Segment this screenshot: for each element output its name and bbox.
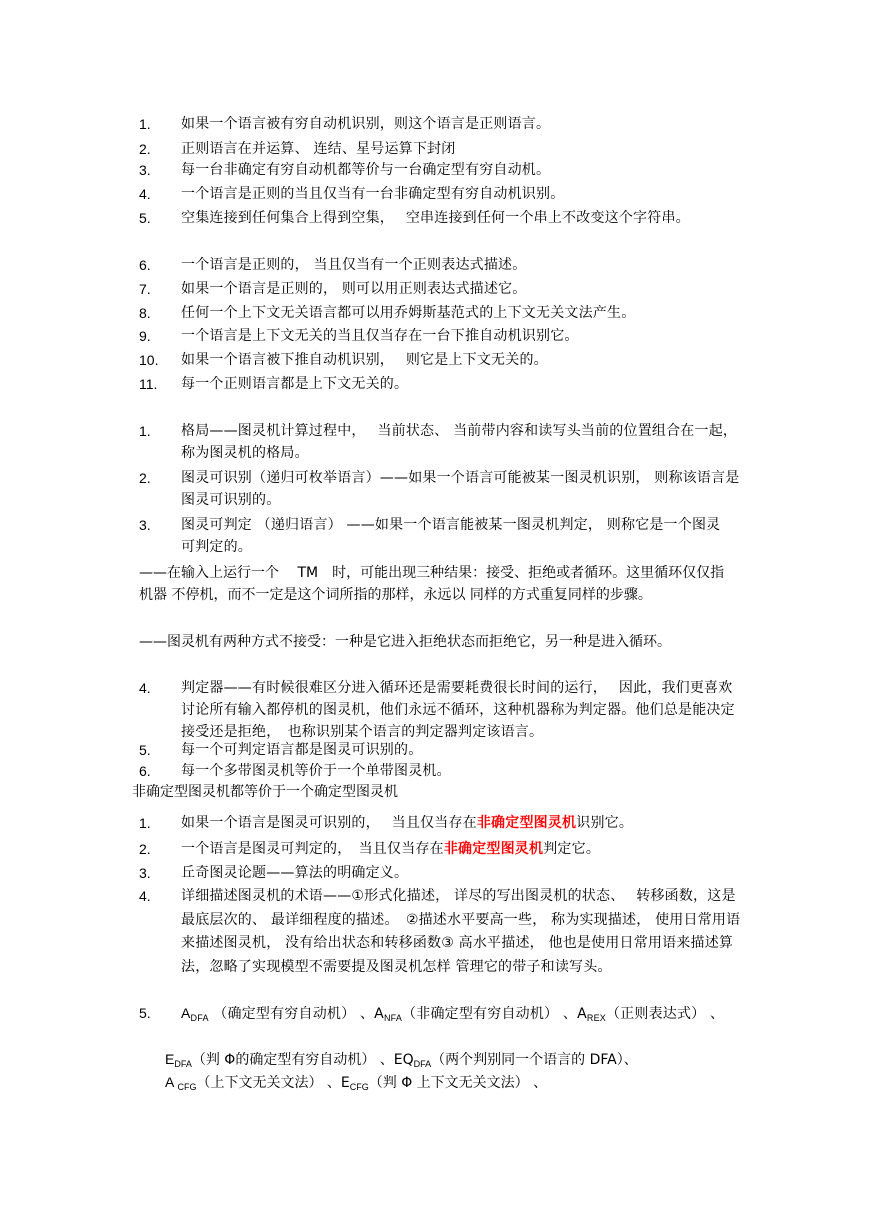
subscript: DFA: [190, 1013, 209, 1023]
text-run: （判 Φ 上下文无关文法） 、: [368, 1075, 548, 1091]
text-run: E: [165, 1051, 175, 1067]
subscript: REX: [586, 1013, 606, 1023]
list-text: 如果一个语言被下推自动机识别， 则它是上下文无关的。: [181, 352, 548, 368]
list-number: 2.: [139, 841, 151, 857]
list-text: 正则语言在并运算、 连结、星号运算下封闭: [181, 141, 456, 157]
list-text: 详细描述图灵机的术语——①形式化描述， 详尽的写出图灵机的状态、 转移函数，这是最底层次的、 最详细程度的描述。 ②描述水平要高一些， 称为实现描述， 使用日常用语来描述图灵机， 没有给出状态和转移函数③ 高水平描述， 他也是使用日常用语来描述算法，忽略了实现模型不需要提及图灵机怎样 管理它的带子和读写头。: [181, 888, 741, 975]
list-number: 11.: [139, 376, 158, 392]
list-text: 空集连接到任何集合上得到空集， 空串连接到任何一个串上不改变这个字符串。: [181, 210, 690, 226]
list-number: 1.: [139, 116, 151, 132]
list-number: 7.: [139, 281, 151, 297]
list-number: 1.: [139, 815, 151, 831]
text-run: （两个判别同一个语言的 DFA）、: [431, 1052, 638, 1068]
text-run: （确定型有穷自动机） 、A: [208, 1006, 384, 1022]
list-text: 一个语言是正则的， 当且仅当有一个正则表达式描述。: [181, 257, 527, 273]
list-continuation: [165, 1071, 725, 1098]
text-run: 判定它。: [543, 841, 601, 857]
list-text: 一个语言是上下文无关的当且仅当存在一台下推自动机识别它。: [181, 328, 579, 344]
text-run: A: [181, 1005, 191, 1021]
list-number: 4.: [139, 186, 151, 202]
subscript: DFA: [174, 1059, 192, 1069]
paragraph: 非确定型图灵机都等价于一个确定型图灵机: [132, 784, 398, 800]
list-text: 一个语言是正则的当且仅当有一台非确定型有穷自动机识别。: [181, 186, 565, 202]
list-number: 4.: [139, 888, 151, 904]
list-number: 9.: [139, 328, 151, 344]
subscript: CFG: [349, 1082, 369, 1092]
highlight-text: 非确定型图灵机: [476, 815, 577, 831]
list-number: 6.: [139, 257, 151, 273]
list-text: 任何一个上下文无关语言都可以用乔姆斯基范式的上下文无关文法产生。: [181, 305, 636, 321]
subscript: DFA: [413, 1059, 432, 1069]
list-text: [181, 838, 741, 860]
text-run: A: [165, 1074, 178, 1090]
subscript: NFA: [383, 1013, 403, 1023]
paragraph: ——在输入上运行一个 TM 时，可能出现三种结果：接受、拒绝或者循环。这里循环仅仅指机器 不停机，而不一定是这个词所指的那样，永远以 同样的方式重复同样的步骤。: [139, 565, 725, 603]
list-text: 每一个多带图灵机等价于一个单带图灵机。: [181, 763, 451, 779]
list-text: 格局——图灵机计算过程中， 当前状态、 当前带内容和读写头当前的位置组合在一起， 称为图灵机的格局。: [181, 423, 738, 461]
text-run: （判 Φ的确定型有穷自动机） 、EQ: [191, 1052, 414, 1068]
list-number: 2.: [139, 470, 151, 486]
list-number: 6.: [139, 763, 151, 779]
text-run: 如果一个语言是图灵可识别的， 当且仅当存在: [181, 815, 477, 831]
text-run: （正则表达式） 、: [605, 1006, 725, 1022]
list-text: 图灵可判定 （递归语言） ——如果一个语言能被某一图灵机判定， 则称它是一个图灵可判定的。: [181, 517, 721, 555]
list-number: 10.: [139, 352, 159, 368]
list-text: 图灵可识别（递归可枚举语言）——如果一个语言可能被某一图灵机识别， 则称该语言是图灵可识别的。: [181, 470, 740, 508]
list-number: 4.: [139, 680, 151, 696]
list-number: 2.: [139, 141, 151, 157]
list-number: 5.: [139, 742, 151, 758]
list-number: 3.: [139, 865, 151, 881]
list-text: 如果一个语言被有穷自动机识别，则这个语言是正则语言。: [181, 116, 551, 132]
list-number: 3.: [139, 162, 151, 178]
list-text: 如果一个语言是正则的， 则可以用正则表达式描述它。: [181, 281, 527, 297]
list-text: 每一个正则语言都是上下文无关的。: [181, 376, 409, 392]
list-text: 每一个可判定语言都是图灵可识别的。: [181, 742, 423, 758]
list-text: [181, 812, 741, 834]
text-run: （非确定型有穷自动机） 、A: [402, 1006, 587, 1022]
list-number: 8.: [139, 305, 151, 321]
list-text: 丘奇图灵论题——算法的明确定义。: [181, 865, 409, 881]
list-text: 每一台非确定有穷自动机都等价与一台确定型有穷自动机。: [181, 162, 551, 178]
list-number: 3.: [139, 517, 151, 533]
list-number: 5.: [139, 1005, 151, 1021]
highlight-text: 非确定型图灵机: [443, 841, 544, 857]
list-number: 5.: [139, 210, 151, 226]
list-text: [181, 1002, 741, 1029]
text-run: （上下文无关文法） 、E: [196, 1075, 350, 1091]
paragraph: ——图灵机有两种方式不接受：一种是它进入拒绝状态而拒绝它，另一种是进入循环。: [139, 634, 671, 650]
list-number: 1.: [139, 423, 151, 439]
list-text: 判定器——有时候很难区分进入循环还是需要耗费很长时间的运行， 因此，我们更喜欢讨论所有输入都停机的图灵机，他们永远不循环，这种机器称为判定器。他们总是能决定接受还是拒绝， 也称识别某个语言的判定器判定该语言。: [181, 680, 735, 740]
subscript: CFG: [177, 1082, 197, 1092]
text-run: 一个语言是图灵可判定的， 当且仅当存在: [181, 841, 444, 857]
text-run: 识别它。: [576, 815, 634, 831]
